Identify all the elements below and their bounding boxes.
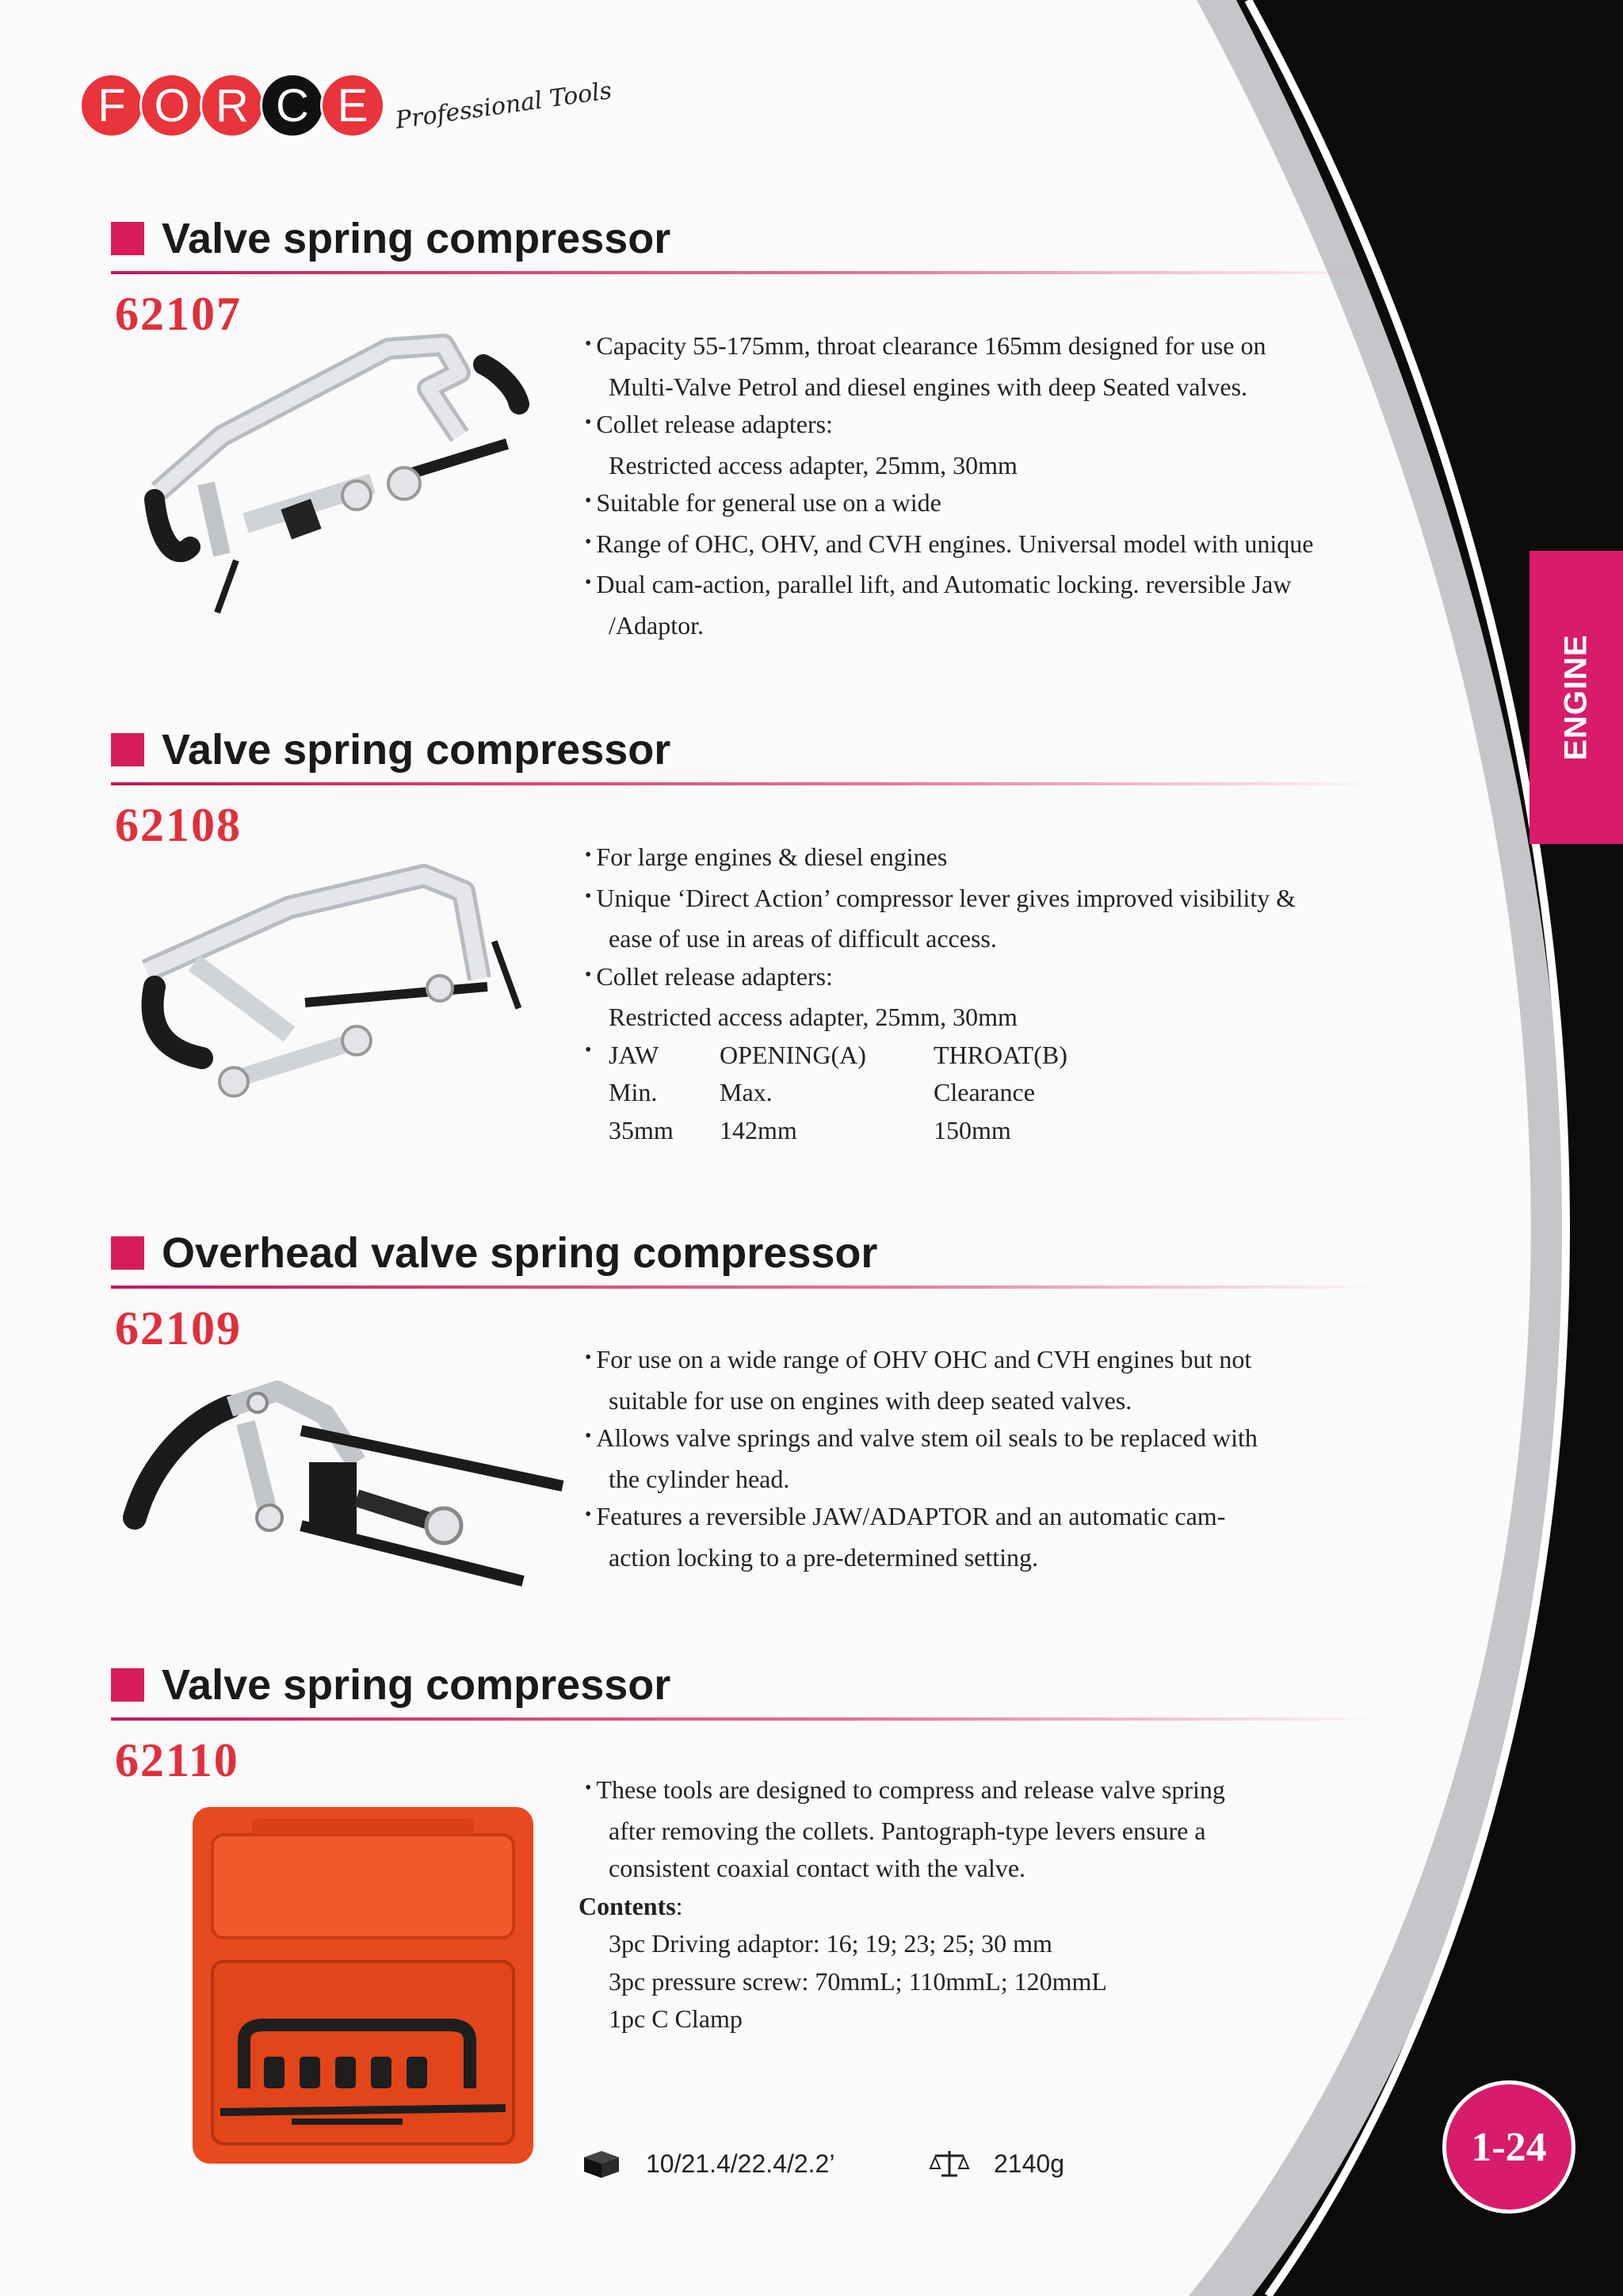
product-description-62110 bbox=[579, 1771, 1480, 2038]
logo-letter-o: O bbox=[139, 73, 204, 138]
desc-line: Restricted access adapter, 25mm, 30mm bbox=[609, 450, 1018, 479]
desc-line: • Allows valve springs and valve stem oil seals to be replaced with bbox=[585, 1419, 1480, 1461]
spec-cell: 35mm bbox=[609, 1115, 674, 1144]
product-code: 62108 bbox=[115, 799, 242, 851]
title-underline bbox=[111, 1717, 1379, 1721]
product-title-text: Valve spring compressor bbox=[162, 1661, 671, 1709]
red-case-kit-62110-image bbox=[189, 1803, 537, 2168]
spec-cell: Min. bbox=[609, 1078, 658, 1106]
desc-line: • Capacity 55-175mm, throat clearance 165mm designed for use on bbox=[585, 327, 1480, 369]
contents-heading: Contents: bbox=[579, 1891, 683, 1920]
product-code: 62109 bbox=[115, 1302, 242, 1354]
desc-line: • Dual cam-action, parallel lift, and Automatic locking. reversible Jaw bbox=[585, 566, 1480, 607]
product-description-62109 bbox=[585, 1341, 1480, 1576]
title-marker bbox=[111, 733, 144, 766]
product-title-62108 bbox=[111, 725, 670, 774]
spec-cell: OPENING(A) bbox=[720, 1040, 866, 1069]
title-marker bbox=[111, 222, 144, 255]
logo-letter-f: F bbox=[79, 73, 144, 138]
desc-line: Restricted access adapter, 25mm, 30mm bbox=[609, 1003, 1018, 1031]
desc-line: • For use on a wide range of OHV OHC and CVH engines but not bbox=[585, 1341, 1480, 1382]
spec-table-row bbox=[585, 1112, 1480, 1150]
logo-letter-c: C bbox=[260, 73, 325, 138]
logo-letter-e: E bbox=[320, 73, 385, 138]
product-title-text: Valve spring compressor bbox=[162, 215, 671, 262]
product-code: 62107 bbox=[115, 288, 242, 340]
desc-line: ease of use in areas of difficult access. bbox=[609, 924, 997, 953]
overhead-valve-spring-compressor-image bbox=[119, 1367, 571, 1597]
desc-line: suitable for use on engines with deep seated valves. bbox=[609, 1385, 1132, 1415]
desc-line: after removing the collets. Pantograph-type levers ensure a bbox=[609, 1816, 1206, 1845]
packaging-value: 10/21.4/22.4/2.2’ bbox=[646, 2149, 835, 2178]
title-underline bbox=[111, 782, 1379, 785]
title-marker bbox=[111, 1236, 144, 1270]
desc-line: the cylinder head. bbox=[609, 1464, 790, 1493]
title-underline bbox=[111, 271, 1379, 274]
desc-line: • Features a reversible JAW/ADAPTOR and an automatic cam- bbox=[585, 1498, 1480, 1539]
contents-item: 1pc C Clamp bbox=[609, 2004, 743, 2033]
weight-value: 2140g bbox=[994, 2149, 1064, 2178]
desc-line: Multi-Valve Petrol and diesel engines with deep Seated valves. bbox=[609, 372, 1248, 401]
box-icon bbox=[581, 2148, 622, 2179]
desc-line: action locking to a pre-determined setting. bbox=[609, 1542, 1039, 1572]
product-title-62107 bbox=[111, 214, 670, 263]
valve-spring-compressor-62107-image bbox=[127, 325, 571, 626]
product-title-text: Valve spring compressor bbox=[162, 726, 671, 774]
brand-logo bbox=[79, 73, 613, 138]
title-underline bbox=[111, 1286, 1379, 1289]
page-number-badge: 1-24 bbox=[1442, 2080, 1575, 2214]
spec-cell: Max. bbox=[720, 1078, 773, 1106]
product-description-62108 bbox=[585, 839, 1480, 1149]
desc-line: • Collet release adapters: bbox=[585, 958, 1480, 999]
spec-cell: 142mm bbox=[720, 1115, 797, 1144]
product-title-62109 bbox=[111, 1228, 877, 1278]
engine-section-tab bbox=[1529, 551, 1623, 844]
contents-item: 3pc pressure screw: 70mmL; 110mmL; 120mmL bbox=[609, 1966, 1107, 1996]
desc-line: • These tools are designed to compress and release valve spring bbox=[585, 1771, 1480, 1813]
logo-letter-r: R bbox=[200, 73, 265, 138]
spec-cell: THROAT(B) bbox=[934, 1040, 1067, 1069]
desc-line: /Adaptor. bbox=[609, 610, 704, 640]
spec-cell: • JAW bbox=[609, 1040, 659, 1069]
spec-cell: 150mm bbox=[934, 1115, 1011, 1144]
desc-line: • Unique ‘Direct Action’ compressor lever gives improved visibility & bbox=[585, 880, 1480, 921]
product-description-62107 bbox=[585, 327, 1480, 644]
desc-line: • Collet release adapters: bbox=[585, 406, 1480, 447]
scale-icon bbox=[929, 2148, 970, 2179]
desc-line: • For large engines & diesel engines bbox=[585, 839, 1480, 880]
packaging-spec bbox=[581, 2148, 834, 2179]
title-marker bbox=[111, 1668, 144, 1702]
engine-tab-label: ENGINE bbox=[1558, 634, 1594, 761]
spec-table-row bbox=[585, 1074, 1480, 1112]
desc-line: • Suitable for general use on a wide bbox=[585, 484, 1480, 525]
contents-label: Contents bbox=[579, 1891, 676, 1920]
product-code: 62110 bbox=[115, 1734, 239, 1786]
product-title-text: Overhead valve spring compressor bbox=[162, 1229, 878, 1277]
product-title-62110 bbox=[111, 1660, 670, 1710]
logo-tagline: Professional Tools bbox=[393, 76, 614, 135]
desc-line: consistent coaxial contact with the valve. bbox=[609, 1854, 1026, 1882]
spec-cell: Clearance bbox=[934, 1078, 1035, 1106]
weight-spec bbox=[929, 2148, 1064, 2179]
contents-item: 3pc Driving adaptor: 16; 19; 23; 25; 30 mm bbox=[609, 1929, 1052, 1958]
desc-line: • Range of OHC, OHV, and CVH engines. Universal model with unique bbox=[585, 525, 1480, 567]
spec-table-row bbox=[585, 1037, 1480, 1075]
valve-spring-compressor-62108-image bbox=[131, 860, 575, 1114]
